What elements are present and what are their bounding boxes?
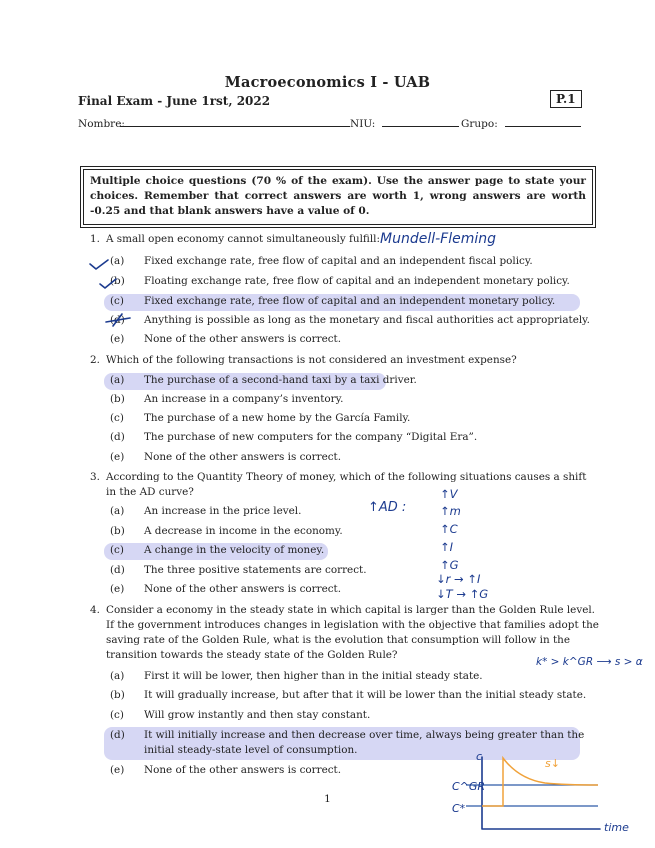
note-ad-item: ↑V — [440, 487, 458, 501]
option-label: (c) — [110, 295, 124, 307]
note-mundell-fleming: Mundell-Fleming — [380, 231, 496, 247]
option-text: It will initially increase and then decrease over time, always being greater than the — [144, 729, 585, 741]
option-label: (b) — [110, 393, 125, 405]
option-text: Will grow instantly and then stay constant. — [144, 709, 371, 721]
question-text: Which of the following transactions is not considered an investment expense? — [106, 354, 517, 366]
question-text: transition towards the steady state of the Golden Rule? — [106, 649, 398, 661]
note-ad-item: ↑C — [440, 522, 458, 536]
graph-c-label: c — [476, 750, 483, 763]
graph-s-label: s↓ — [545, 757, 560, 770]
option-label: (a) — [110, 374, 125, 386]
question-text: According to the Quantity Theory of money, which of the following situations causes a shift — [106, 471, 587, 483]
question-text: Consider a economy in the steady state in which capital is larger than the Golden Rule level. — [106, 604, 595, 616]
option-text: None of the other answers is correct. — [144, 451, 342, 463]
option-text: None of the other answers is correct. — [144, 583, 342, 595]
option-text: None of the other answers is correct. — [144, 764, 342, 776]
graph-cstar-label: C* — [452, 802, 466, 815]
option-text: Anything is possible as long as the monetary and fiscal authorities act appropriately. — [144, 314, 590, 326]
option-label: (d) — [110, 314, 125, 326]
option-text: An increase in the price level. — [144, 505, 302, 517]
option-text: It will gradually increase, but after that it will be lower than the initial steady state. — [144, 689, 587, 701]
question-text: If the government introduces changes in legislation with the objective that families adopt the — [106, 619, 599, 631]
graph-time-label: time — [604, 821, 629, 834]
note-q4: k* > k^GR ⟶ s > α — [536, 656, 643, 668]
exam-title: Macroeconomics I - UAB — [224, 74, 431, 91]
option-label: (d) — [110, 564, 125, 576]
option-text: A decrease in income in the economy. — [144, 525, 343, 537]
option-label: (b) — [110, 525, 125, 537]
question-text: in the AD curve? — [106, 486, 194, 498]
graph-axes — [482, 757, 600, 829]
question-text: A small open economy cannot simultaneously fulfill: — [106, 233, 380, 245]
consumption-graph — [452, 750, 629, 834]
option-text: None of the other answers is correct. — [144, 333, 342, 345]
option-text: First it will be lower, then higher than in the initial steady state. — [144, 670, 483, 682]
question-number: 4. — [90, 604, 100, 616]
checkmark-icon — [100, 279, 116, 288]
option-label: (a) — [110, 255, 125, 267]
option-text: Floating exchange rate, free flow of capital and an independent monetary policy. — [144, 275, 570, 287]
question-number: 1. — [90, 233, 100, 245]
option-label: (e) — [110, 333, 125, 345]
note-ad-item: ↑I — [440, 540, 454, 554]
option-label: (c) — [110, 709, 124, 721]
consumption-path — [482, 758, 598, 806]
page-number: 1 — [324, 793, 331, 805]
note-ad: ↑AD : — [368, 500, 407, 515]
page-label: P.1 — [550, 90, 582, 108]
niu-label: NIU: — [350, 118, 376, 130]
question-number: 2. — [90, 354, 100, 366]
option-text: The purchase of a new home by the García Family. — [144, 412, 411, 424]
option-label: (e) — [110, 764, 125, 776]
exam-date: Final Exam - June 1rst, 2022 — [78, 94, 271, 108]
option-text: A change in the velocity of money. — [144, 544, 325, 556]
graph-cgr-label: C^GR — [452, 780, 486, 793]
note-ad-item: ↓T → ↑G — [436, 587, 489, 601]
checkmark-icon — [90, 260, 108, 269]
option-text: The three positive statements are correct. — [144, 564, 367, 576]
option-label: (a) — [110, 670, 125, 682]
option-label: (d) — [110, 431, 125, 443]
option-text: initial steady-state level of consumption. — [144, 744, 358, 756]
note-ad-item: ↑m — [440, 504, 461, 518]
option-label: (b) — [110, 275, 125, 287]
question-number: 3. — [90, 471, 100, 483]
option-label: (d) — [110, 729, 125, 741]
option-label: (c) — [110, 544, 124, 556]
question-text: saving rate of the Golden Rule, what is the evolution that consumption will follow in the — [106, 634, 571, 646]
note-ad-item: ↓r → ↑I — [436, 572, 481, 586]
note-ad-item: ↑G — [440, 558, 459, 572]
option-label: (e) — [110, 451, 125, 463]
instructions-text: Multiple choice questions (70 % of the exam). Use the answer page to state your choices. Remember that correct answers are worth 1, wrong answers are worth -0.25 and that blank answers have a value of 0. — [83, 169, 593, 225]
group-label: Grupo: — [461, 118, 498, 130]
option-text: The purchase of new computers for the company “Digital Era”. — [144, 431, 478, 443]
option-label: (b) — [110, 689, 125, 701]
option-text: An increase in a company’s inventory. — [144, 393, 344, 405]
name-label: Nombre: — [78, 118, 125, 130]
option-label: (a) — [110, 505, 125, 517]
option-text: Fixed exchange rate, free flow of capital and an independent monetary policy. — [144, 295, 556, 307]
option-text: The purchase of a second-hand taxi by a taxi driver. — [144, 374, 417, 386]
option-text: Fixed exchange rate, free flow of capital and an independent fiscal policy. — [144, 255, 533, 267]
option-label: (e) — [110, 583, 125, 595]
option-label: (c) — [110, 412, 124, 424]
